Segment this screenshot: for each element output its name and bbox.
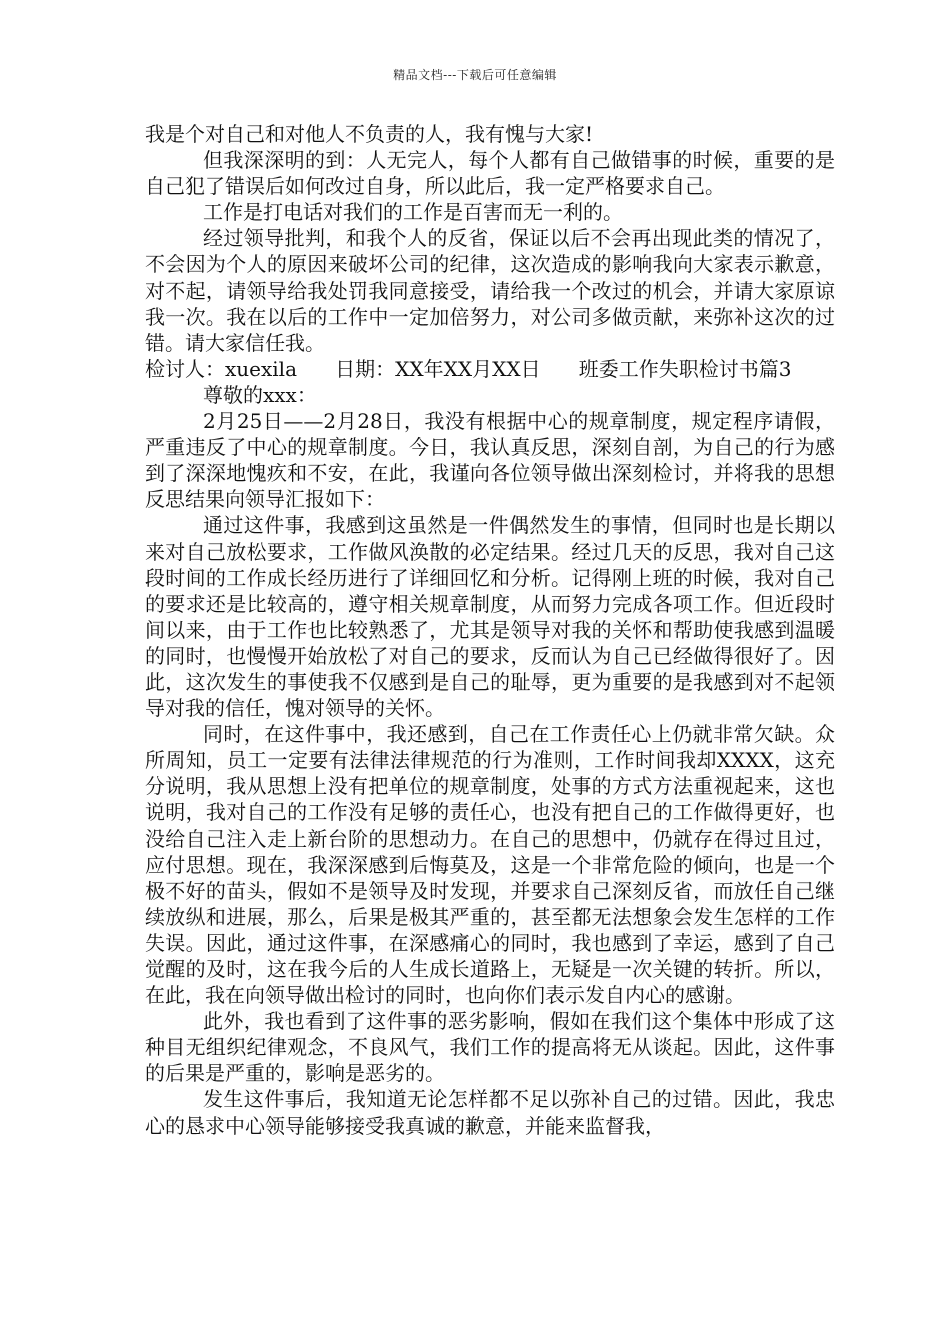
paragraph: 此外，我也看到了这件事的恶劣影响，假如在我们这个集体中形成了这种目无组织纪律观念，不良风气，我们工作的提高将无从谈起。因此，这件事的后果是严重的，影响是恶劣的。 (145, 1009, 835, 1086)
paragraph: 经过领导批判，和我个人的反省，保证以后不会再出现此类的情况了，不会因为个人的原因来破坏公司的纪律，这次造成的影响我向大家表示歉意，对不起，请领导给我处罚我同意接受，请给我一个改过的机会，并请大家原谅我一次。我在以后的工作中一定加倍努力，对公司多做贡献，来弥补这次的过错。请大家信任我。 (145, 226, 835, 355)
paragraph: 发生这件事后，我知道无论怎样都不足以弥补自己的过错。因此，我忠心的恳求中心领导能够接受我真诚的歉意，并能来监督我， (145, 1087, 835, 1138)
paragraph: 但我深深明的到：人无完人，每个人都有自己做错事的时候，重要的是自己犯了错误后如何改过自身，所以此后，我一定严格要求自己。 (145, 148, 835, 199)
salutation: 尊敬的xxx： (203, 382, 317, 407)
signature-line: 检讨人：xuexila 日期：XX年XX月XX日 班委工作失职检讨书篇3 (145, 356, 792, 381)
paragraph: 2月25日——2月28日，我没有根据中心的规章制度，规定程序请假，严重违反了中心的规章制度。今日，我认真反思，深刻自剖，为自己的行为感到了深深地愧疚和不安，在此，我谨向各位领导做出深刻检讨，并将我的思想反思结果向领导汇报如下： (145, 409, 835, 512)
paragraph: 工作是打电话对我们的工作是百害而无一利的。 (203, 200, 623, 225)
paragraph: 通过这件事，我感到这虽然是一件偶然发生的事情，但同时也是长期以来对自己放松要求，工作做风涣散的必定结果。经过几天的反思，我对自己这段时间的工作成长经历进行了详细回忆和分析。记得刚上班的时候，我对自己的要求还是比较高的，遵守相关规章制度，从而努力完成各项工作。但近段时间以来，由于工作也比较熟悉了，尤其是领导对我的关怀和帮助使我感到温暖的同时，也慢慢开始放松了对自己的要求，反而认为自己已经做得很好了。因此，这次发生的事使我不仅感到是自己的耻辱，更为重要的是我感到对不起领导对我的信任，愧对领导的关怀。 (145, 513, 835, 721)
page-header: 精品文档---下载后可任意编辑 (393, 68, 557, 82)
paragraph: 同时，在这件事中，我还感到，自己在工作责任心上仍就非常欠缺。众所周知，员工一定要有法律法律规范的行为准则，工作时间我却XXXX，这充分说明，我从思想上没有把单位的规章制度，处事的方式方法重视起来，这也说明，我对自己的工作没有足够的责任心，也没有把自己的工作做得更好，也没给自己注入走上新台阶的思想动力。在自己的思想中，仍就存在得过且过，应付思想。现在，我深深感到后悔莫及，这是一个非常危险的倾向，也是一个极不好的苗头，假如不是领导及时发现，并要求自己深刻反省，而放任自己继续放纵和进展，那么，后果是极其严重的，甚至都无法想象会发生怎样的工作失误。因此，通过这件事，在深感痛心的同时，我也感到了幸运，感到了自己觉醒的及时，这在我今后的人生成长道路上，无疑是一次关键的转折。所以，在此，我在向领导做出检讨的同时，也向你们表示发自内心的感谢。 (145, 722, 835, 1008)
paragraph: 我是个对自己和对他人不负责的人，我有愧与大家! (145, 122, 594, 146)
document-body (145, 121, 835, 1139)
